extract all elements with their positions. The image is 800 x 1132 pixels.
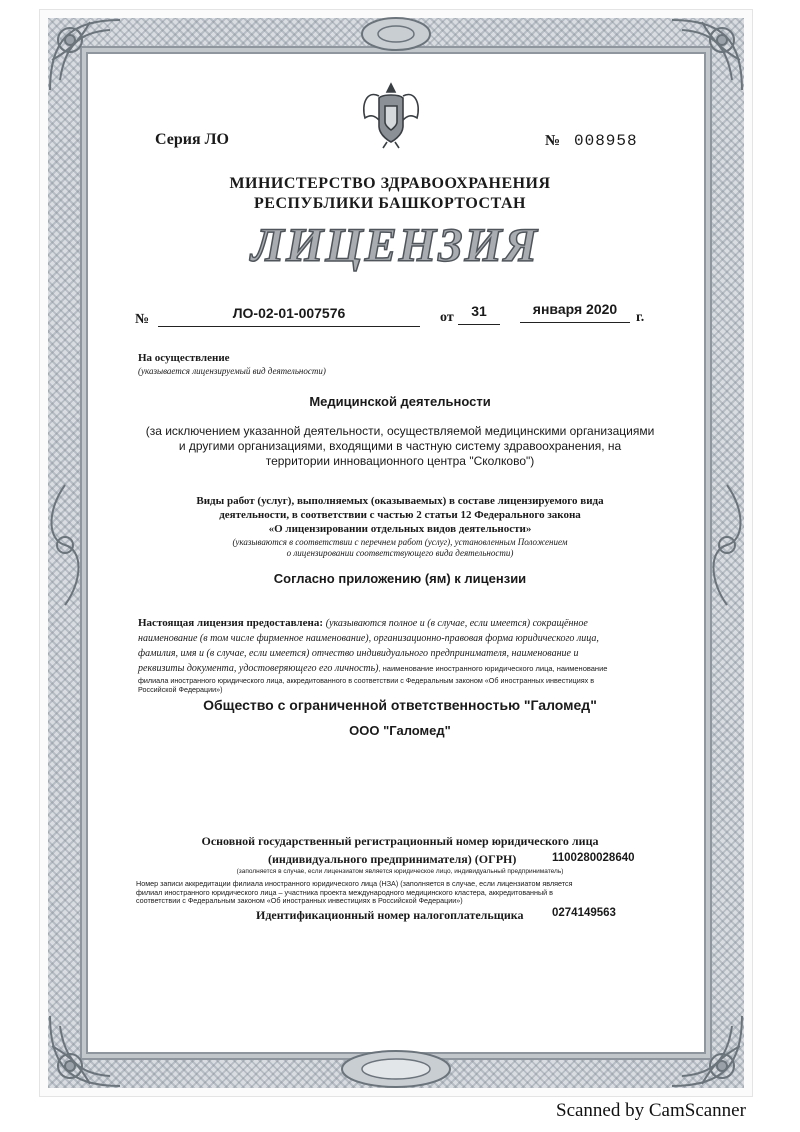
- year-suffix: г.: [636, 310, 645, 325]
- page-title: ЛИЦЕНЗИЯ: [251, 219, 539, 272]
- works-value: Согласно приложению (ям) к лицензии: [273, 571, 527, 586]
- side-ornament-icon: [42, 480, 88, 610]
- nza-block: [136, 880, 676, 906]
- license-day: 31: [471, 303, 487, 319]
- activity-label: На осуществление: [138, 352, 230, 364]
- grantee-hint-6: Российской Федерации»): [138, 685, 223, 694]
- bottom-medallion-icon: [336, 1046, 456, 1092]
- corner-ornament-icon: [660, 10, 752, 102]
- nza-line-1: Номер записи аккредитации филиала иностранного юридического лица (НЗА) (заполняется в случае, если лицензиатом является: [136, 879, 573, 888]
- activity-exception-line-2: и другими организациями, входящими в частную систему здравоохранения, на: [178, 439, 622, 453]
- inn-label: Идентификационный номер налогоплательщика: [256, 908, 524, 922]
- grantee-short-name: ООО "Галомед": [349, 723, 451, 738]
- ministry-line-2: РЕСПУБЛИКИ БАШКОРТОСТАН: [254, 195, 526, 212]
- license-number: ЛО-02-01-007576: [232, 305, 346, 321]
- activity-exception-line-3: территории инновационного центра "Сколково"): [265, 454, 535, 468]
- grantee-hint-4-tail: , наименование иностранного юридического лица, наименование: [378, 664, 608, 673]
- works-description: [130, 494, 670, 536]
- works-line-3: «О лицензировании отдельных видов деятельности»: [268, 523, 532, 535]
- side-ornament-icon: [704, 480, 750, 610]
- corner-ornament-icon: [660, 1004, 752, 1096]
- activity-value: Медицинской деятельности: [309, 394, 491, 409]
- nza-line-3: соответствии с Федеральным законом «Об иностранных инвестициях в Российской Федерации»): [136, 896, 463, 905]
- grantee-hint-3: фамилия, имя и (в случае, если имеется) отчество индивидуального предпринимателя, наименование и: [138, 648, 579, 659]
- activity-hint: (указывается лицензируемый вид деятельности): [138, 366, 326, 376]
- grantee-hint-1: (указываются полное и (в случае, если имеется) сокращённое: [325, 618, 588, 629]
- works-line-1: Виды работ (услуг), выполняемых (оказываемых) в составе лицензируемого вида: [196, 495, 604, 507]
- ogrn-line-2: (индивидуального предпринимателя) (ОГРН): [268, 852, 517, 866]
- activity-exception: [120, 424, 680, 469]
- coat-of-arms-icon: [357, 76, 425, 150]
- works-hint-line-1: (указываются в соответствии с перечнем работ (услуг), установленным Положением: [232, 537, 568, 547]
- grantee-hint-2: наименование (в том числе фирменное наименование), организационно-правовая форма юридического лица,: [138, 633, 599, 644]
- top-medallion-icon: [356, 10, 436, 54]
- grantee-block: [138, 616, 678, 676]
- grantee-label: Настоящая лицензия предоставлена:: [138, 617, 323, 629]
- license-number-sign: №: [135, 312, 150, 327]
- form-number: 008958: [574, 132, 638, 150]
- nza-line-2: филиал иностранного юридического лица – участника проекта международного медицинского кластера, аккредитованный в: [136, 887, 553, 897]
- ministry-line-1: МИНИСТЕРСТВО ЗДРАВООХРАНЕНИЯ: [229, 175, 551, 192]
- activity-exception-line-1: (за исключением указанной деятельности, осуществляемой медицинскими организациями: [145, 424, 655, 438]
- grantee-hint-4: реквизиты документа, удостоверяющего его личность): [138, 663, 379, 674]
- grantee-full-name: Общество с ограниченной ответственностью "Галомед": [203, 697, 597, 713]
- ogrn-line-1: Основной государственный регистрационный номер юридического лица: [201, 834, 599, 848]
- grantee-hint-5: филиала иностранного юридического лица, аккредитованного в соответствии с Федеральным законом «Об иностранных инвестициях в: [138, 676, 595, 685]
- works-hint-line-2: о лицензировании соответствующего вида деятельности): [286, 548, 514, 558]
- license-month-year: января 2020: [532, 301, 618, 317]
- number-sign: №: [545, 133, 561, 149]
- from-label: от: [440, 310, 454, 325]
- ogrn-value: 1100280028640: [552, 852, 635, 864]
- series-label: Серия ЛО: [155, 131, 229, 148]
- inn-value: 0274149563: [552, 907, 616, 919]
- ogrn-hint: (заполняется в случае, если лицензиатом является юридическое лицо, индивидуальный предприниматель): [236, 868, 564, 875]
- corner-ornament-icon: [40, 10, 132, 102]
- works-line-2: деятельности, в соответствии с частью 2 статьи 12 Федерального закона: [219, 509, 581, 521]
- scanner-watermark: Scanned by CamScanner: [556, 1100, 746, 1121]
- grantee-foreign-hint: [138, 676, 678, 694]
- corner-ornament-icon: [40, 1004, 132, 1096]
- works-hint: [130, 537, 670, 559]
